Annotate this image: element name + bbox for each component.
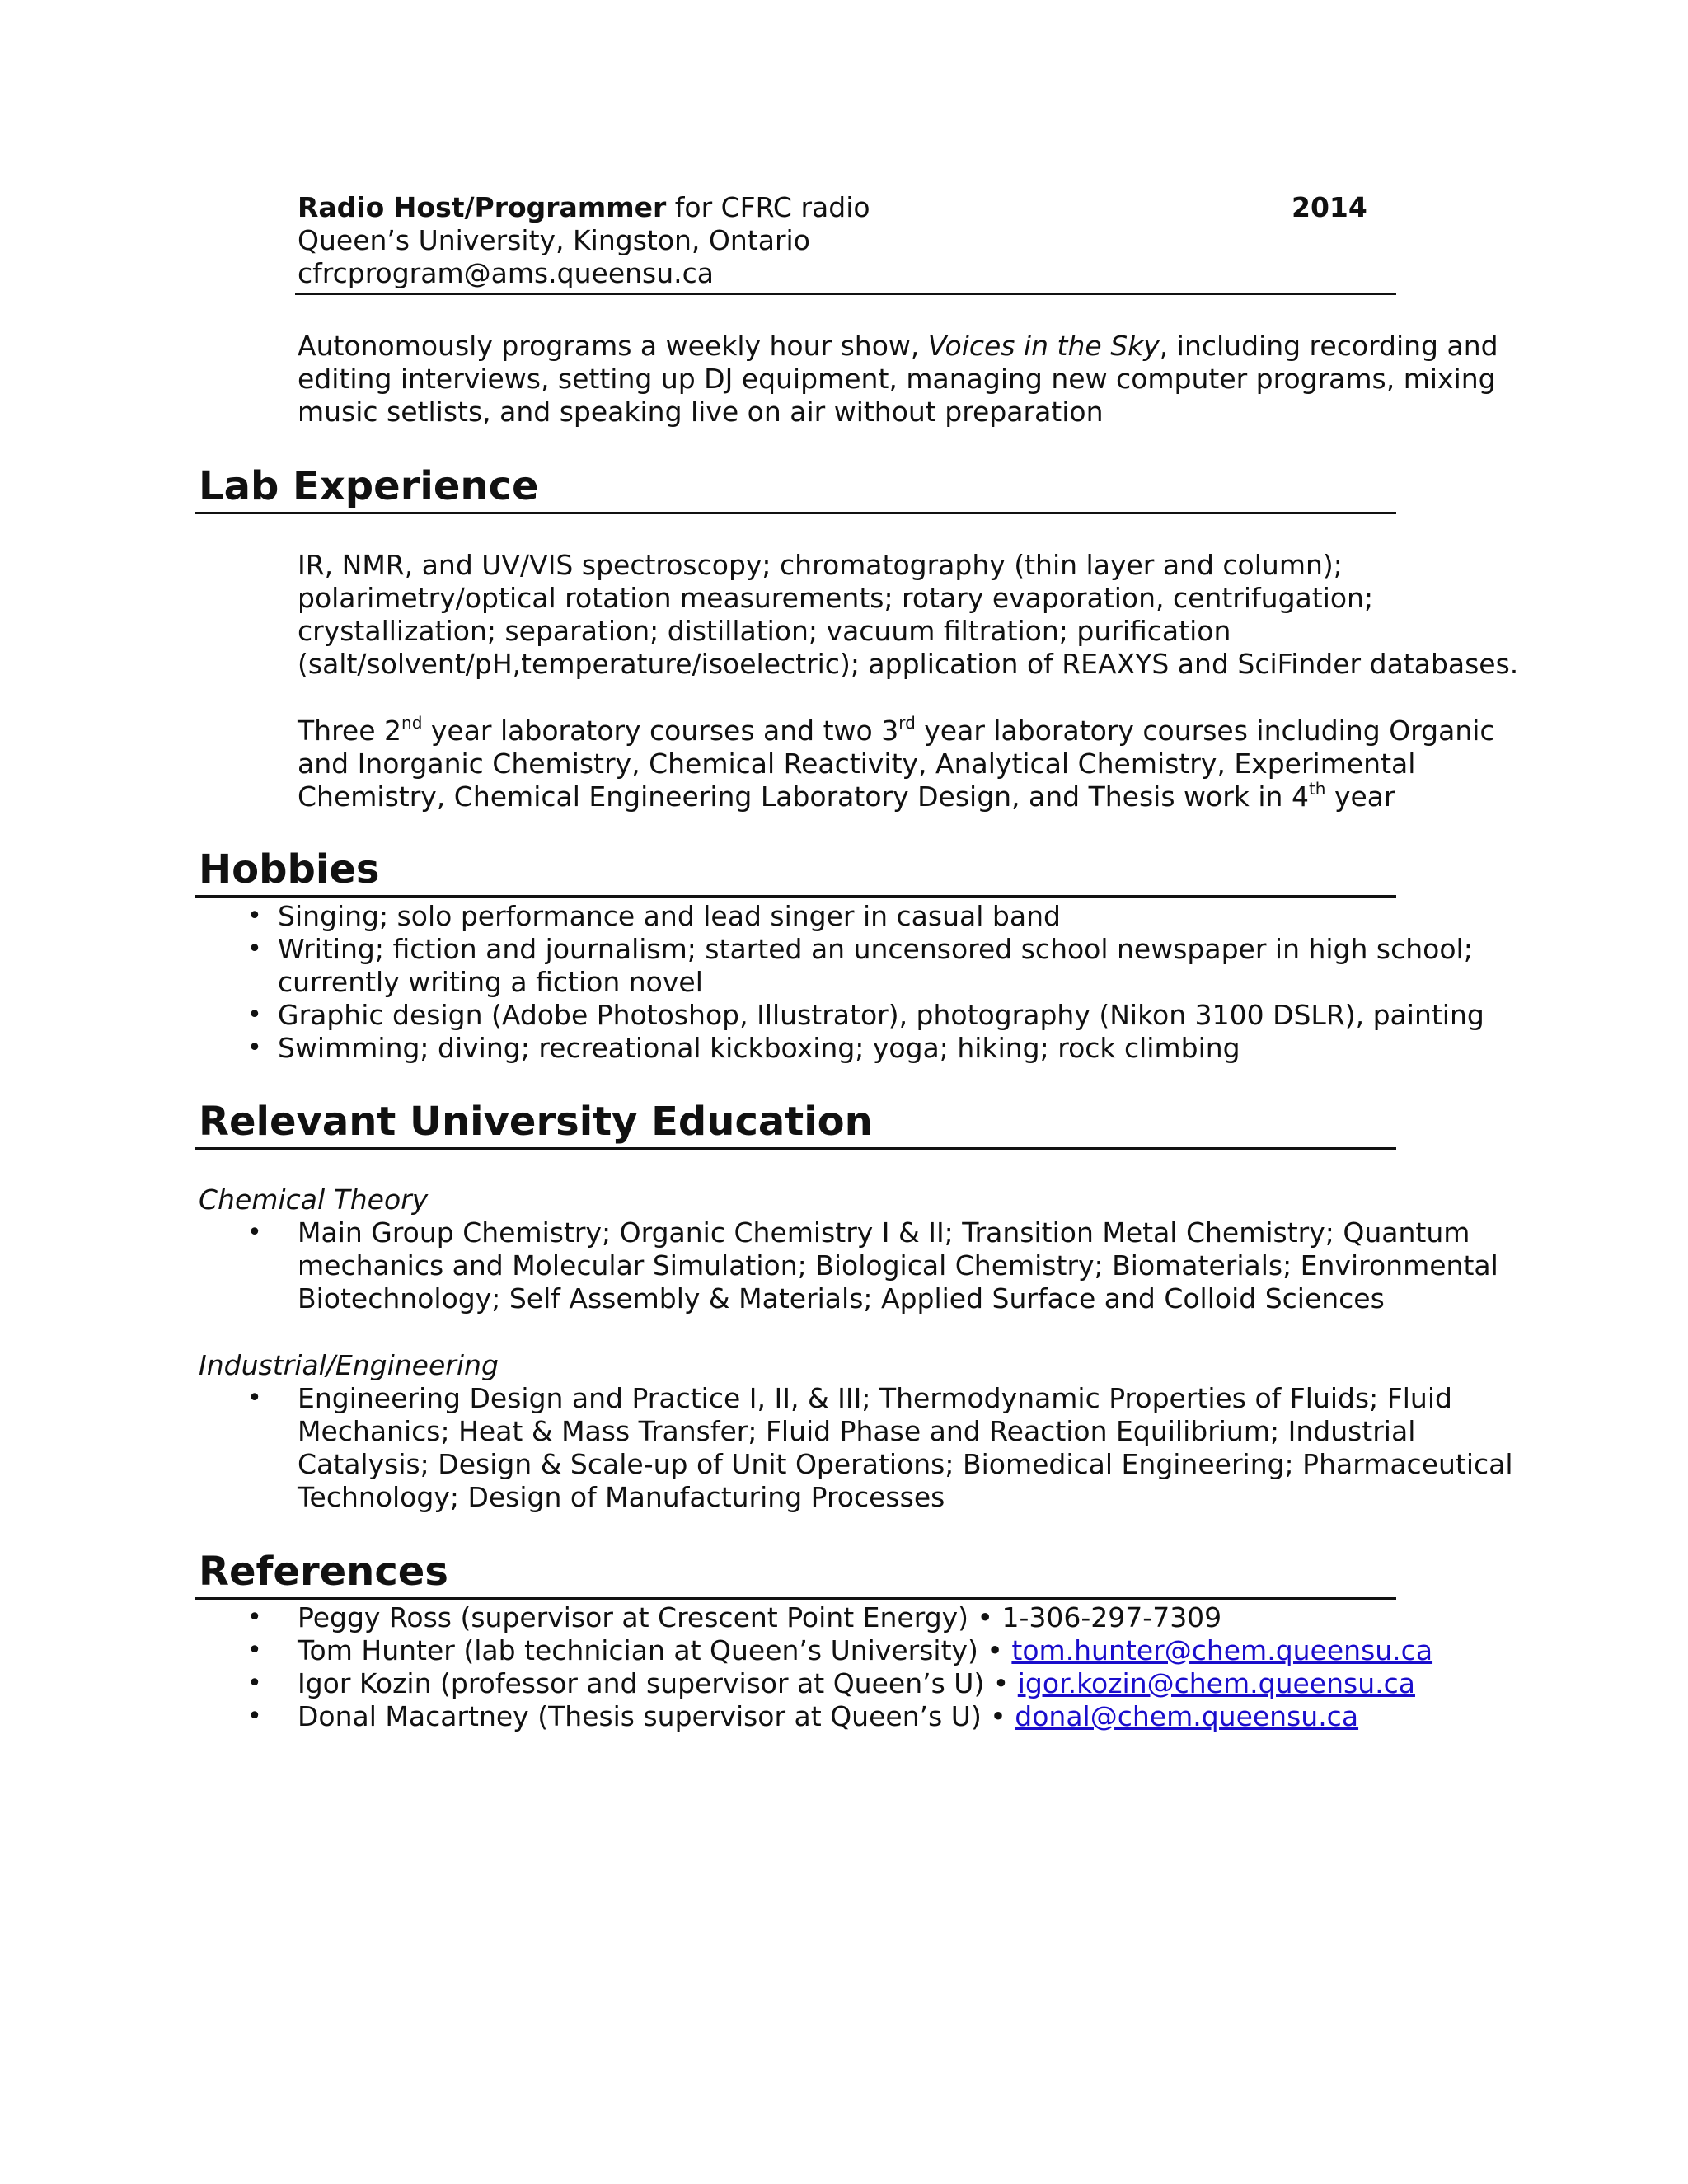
radio-role-title: Radio Host/Programmer — [298, 191, 667, 223]
bullet-icon: • — [247, 935, 262, 963]
hobbies-heading: Hobbies — [199, 846, 380, 893]
radio-desc-text: Autonomously programs a weekly hour show, — [298, 330, 928, 362]
lab-courses-text: Three 2 — [298, 715, 402, 747]
industrial-line: Engineering Design and Practice I, II, & III; Thermodynamic Properties of Fluids; Fluid — [298, 1382, 1452, 1414]
reference-email-link[interactable]: tom.hunter@chem.queensu.ca — [1011, 1634, 1433, 1666]
lab-courses-text: year laboratory courses including Organic — [915, 715, 1495, 747]
radio-desc-line-2: editing interviews, setting up DJ equipment, managing new computer programs, mixing — [298, 363, 1496, 395]
hobbies-divider — [195, 895, 1396, 898]
lab-skills-line: IR, NMR, and UV/VIS spectroscopy; chromatography (thin layer and column); — [298, 549, 1343, 581]
industrial-line: Mechanics; Heat & Mass Transfer; Fluid Phase and Reaction Equilibrium; Industrial — [298, 1415, 1416, 1447]
radio-role-line — [298, 191, 870, 224]
lab-courses-text: Chemistry, Chemical Engineering Laboratory Design, and Thesis work in 4 — [298, 780, 1309, 813]
bullet-icon: • — [247, 1603, 262, 1632]
lab-skills-line: crystallization; separation; distillation; vacuum filtration; purification — [298, 615, 1231, 647]
industrial-line: Technology; Design of Manufacturing Processes — [298, 1481, 945, 1513]
education-divider — [195, 1147, 1396, 1150]
radio-show-title: Voices in the Sky — [927, 330, 1160, 362]
radio-email: cfrcprogram@ams.queensu.ca — [298, 257, 715, 289]
hobby-item: Writing; fiction and journalism; started an uncensored school newspaper in high school; — [278, 933, 1473, 965]
lab-skills-line: polarimetry/optical rotation measurements; rotary evaporation, centrifugation; — [298, 582, 1374, 614]
radio-divider — [295, 293, 1396, 295]
bullet-icon: • — [247, 1001, 262, 1029]
reference-text: Peggy Ross (supervisor at Crescent Point Energy) • — [298, 1601, 1002, 1633]
ordinal-suffix: nd — [401, 713, 423, 733]
reference-text: Igor Kozin (professor and supervisor at Queen’s U) • — [298, 1667, 1018, 1699]
reference-item — [298, 1667, 1415, 1700]
reference-text: Tom Hunter (lab technician at Queen’s University) • — [298, 1634, 1012, 1666]
reference-email-link[interactable]: donal@chem.queensu.ca — [1015, 1700, 1359, 1732]
education-heading: Relevant University Education — [199, 1099, 873, 1145]
theory-line: mechanics and Molecular Simulation; Biological Chemistry; Biomaterials; Environmental — [298, 1249, 1498, 1282]
reference-phone: 1-306-297-7309 — [1001, 1601, 1222, 1633]
reference-item — [298, 1700, 1358, 1733]
ordinal-suffix: rd — [898, 713, 916, 733]
theory-line: Main Group Chemistry; Organic Chemistry I & II; Transition Metal Chemistry; Quantum — [298, 1216, 1470, 1249]
radio-desc-line-3: music setlists, and speaking live on air without preparation — [298, 396, 1104, 428]
radio-desc-text: , including recording and — [1159, 330, 1498, 362]
radio-desc-line-1 — [298, 330, 1498, 363]
radio-location: Queen’s University, Kingston, Ontario — [298, 224, 810, 256]
bullet-icon: • — [247, 1218, 262, 1247]
hobby-item-continued: currently writing a fiction novel — [278, 966, 703, 998]
industrial-line: Catalysis; Design & Scale-up of Unit Operations; Biomedical Engineering; Pharmaceutical — [298, 1448, 1513, 1480]
reference-text: Donal Macartney (Thesis supervisor at Queen’s U) • — [298, 1700, 1015, 1732]
hobby-item: Graphic design (Adobe Photoshop, Illustrator), photography (Nikon 3100 DSLR), painting — [278, 999, 1484, 1031]
reference-item — [298, 1634, 1432, 1667]
lab-divider — [195, 512, 1396, 514]
bullet-icon: • — [247, 1384, 262, 1413]
bullet-icon: • — [247, 1033, 262, 1062]
lab-courses-text: year laboratory courses and two 3 — [422, 715, 899, 747]
lab-courses-line-1 — [298, 715, 1495, 748]
theory-label: Chemical Theory — [199, 1183, 429, 1216]
industrial-label: Industrial/Engineering — [199, 1349, 499, 1381]
references-heading: References — [199, 1549, 448, 1595]
bullet-icon: • — [247, 1669, 262, 1698]
lab-courses-line-2: and Inorganic Chemistry, Chemical Reactivity, Analytical Chemistry, Experimental — [298, 748, 1416, 780]
reference-email-link[interactable]: igor.kozin@chem.queensu.ca — [1017, 1667, 1415, 1699]
bullet-icon: • — [247, 1636, 262, 1665]
hobby-item: Swimming; diving; recreational kickboxing; yoga; hiking; rock climbing — [278, 1032, 1240, 1064]
bullet-icon: • — [247, 1702, 262, 1731]
lab-heading: Lab Experience — [199, 463, 539, 509]
bullet-icon: • — [247, 902, 262, 930]
radio-role-rest: for CFRC radio — [666, 191, 870, 223]
lab-skills-line: (salt/solvent/pH,temperature/isoelectric); application of REAXYS and SciFinder databases. — [298, 648, 1519, 680]
hobby-item: Singing; solo performance and lead singer in casual band — [278, 900, 1061, 932]
ordinal-suffix: th — [1308, 779, 1326, 799]
radio-year: 2014 — [1292, 191, 1367, 223]
lab-courses-line-3 — [298, 780, 1395, 813]
lab-courses-text: year — [1325, 780, 1395, 813]
reference-item — [298, 1601, 1221, 1634]
theory-line: Biotechnology; Self Assembly & Materials; Applied Surface and Colloid Sciences — [298, 1282, 1385, 1315]
references-divider — [195, 1597, 1396, 1600]
